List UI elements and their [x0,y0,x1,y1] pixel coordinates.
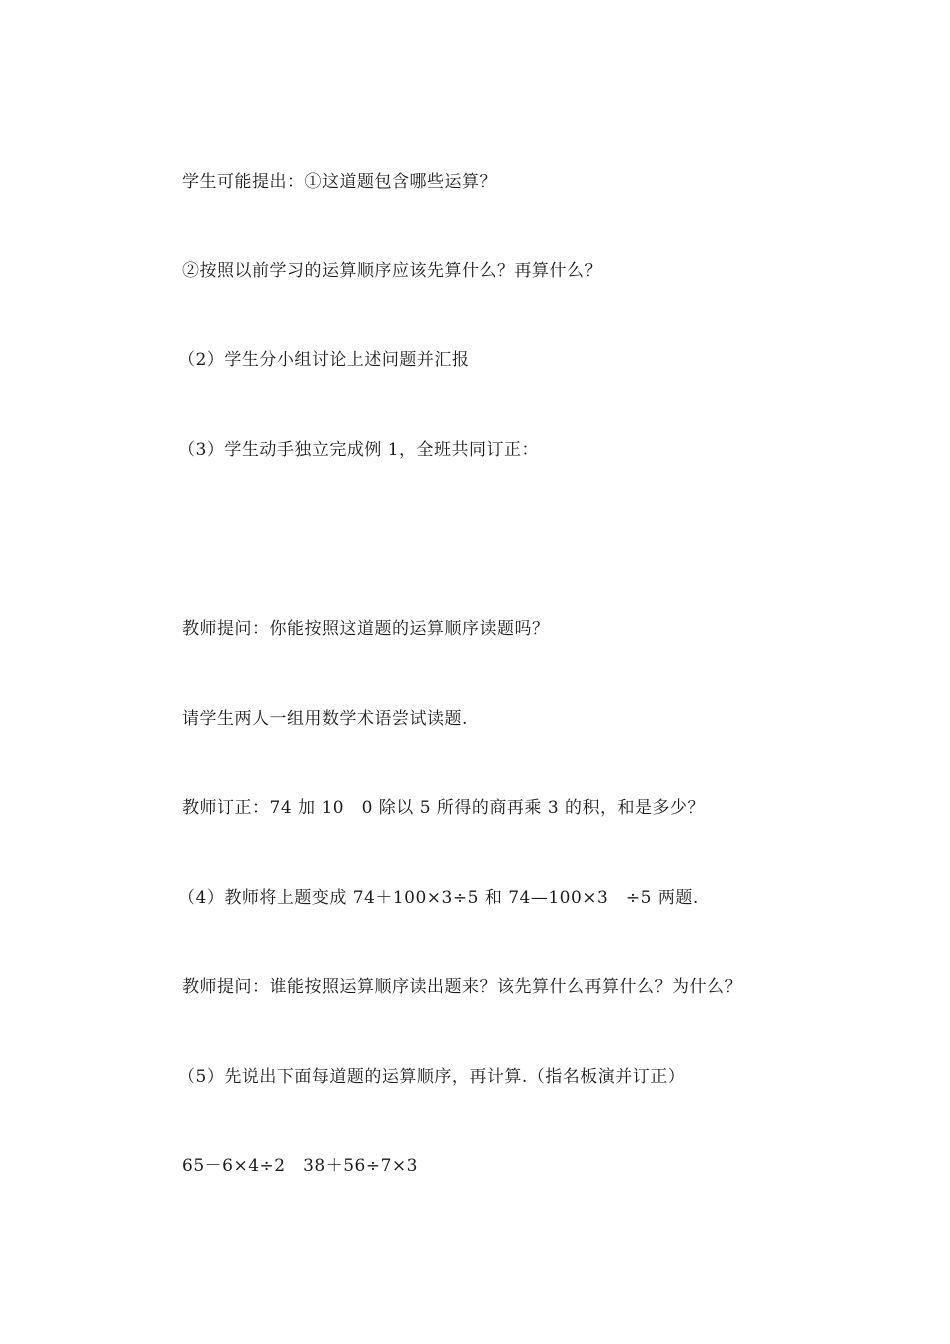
paragraph-teacher-question-2: 教师提问：谁能按照运算顺序读出题来？该先算什么再算什么？为什么？ [182,977,742,997]
paragraph-exercises: 65－6×4÷2 38＋56÷7×3 [182,1156,418,1176]
paragraph-step-4: （4）教师将上题变成 74＋100×3÷5 和 74—100×3 ÷5 两题. [178,888,699,908]
paragraph-student-questions: 学生可能提出：①这道题包含哪些运算？ [182,172,497,192]
paragraph-step-2: （2）学生分小组讨论上述问题并汇报 [178,350,470,370]
paragraph-pair-reading: 请学生两人一组用数学术语尝试读题. [182,709,468,729]
paragraph-step-3: （3）学生动手独立完成例 1，全班共同订正： [178,440,540,460]
paragraph-step-5: （5）先说出下面每道题的运算顺序，再计算.（指名板演并订正） [178,1067,686,1087]
paragraph-order-question: ②按照以前学习的运算顺序应该先算什么？再算什么？ [182,261,602,281]
paragraph-teacher-correction: 教师订正：74 加 10 0 除以 5 所得的商再乘 3 的积，和是多少？ [182,798,706,818]
paragraph-teacher-question-1: 教师提问：你能按照这道题的运算顺序读题吗？ [182,619,550,639]
